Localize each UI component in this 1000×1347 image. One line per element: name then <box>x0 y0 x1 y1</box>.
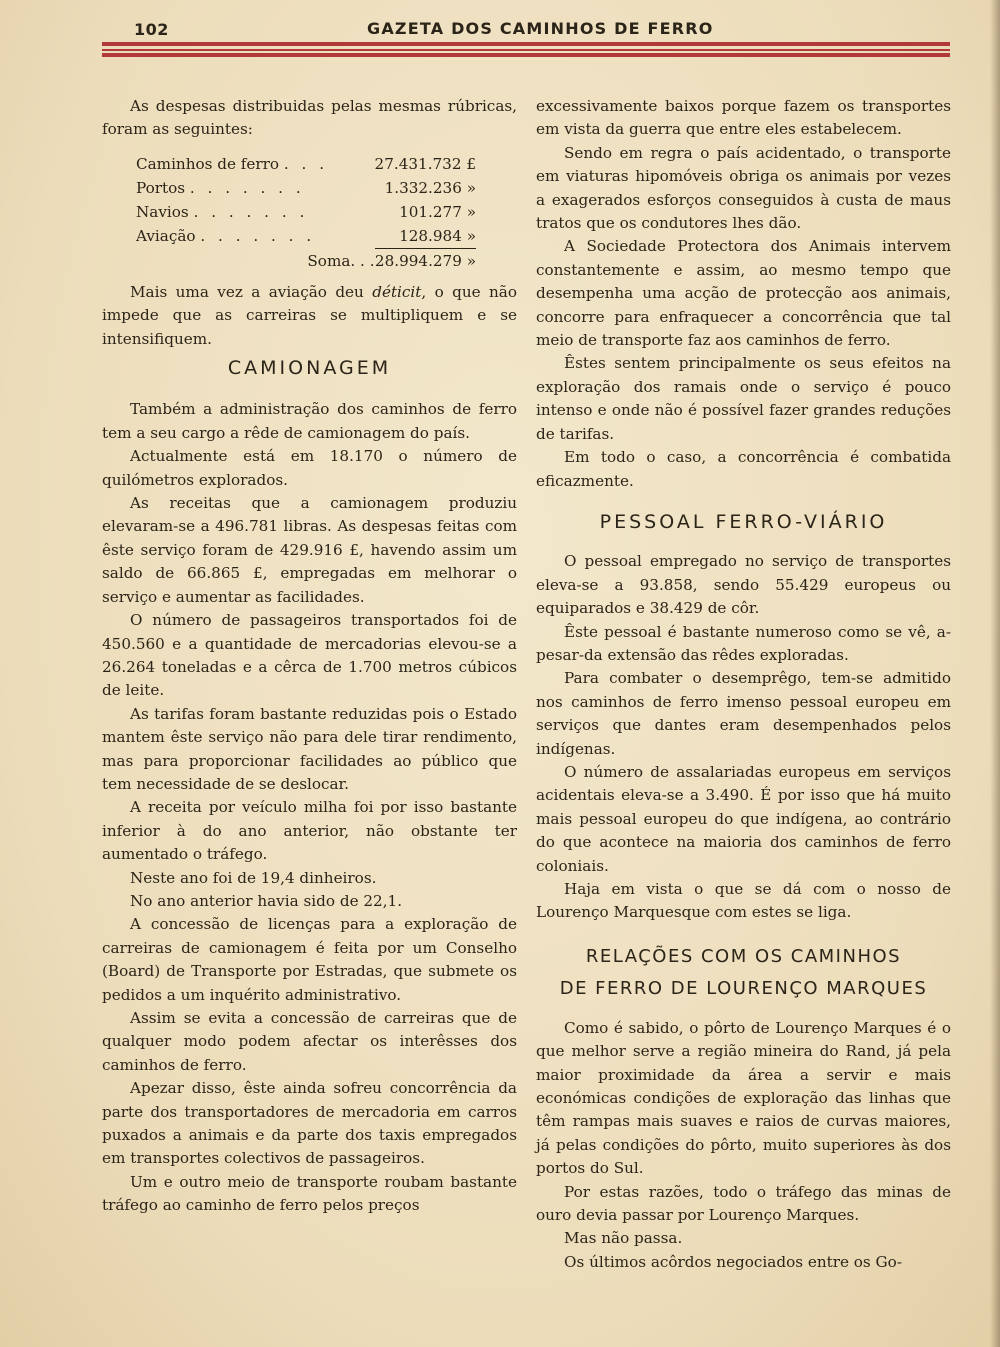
expenses-table <box>136 152 476 273</box>
paragraph: O pessoal empregado no serviço de transportes eleva-se a 93.858, sendo 55.429 europeus ou equiparados e 38.429 de côr. <box>536 552 951 618</box>
left-column <box>102 95 517 1218</box>
page-header <box>102 14 950 42</box>
expense-dots: . . . . . . . <box>189 178 305 197</box>
expense-label: Navios <box>136 202 189 221</box>
paragraph: Neste ano foi de 19,4 dinheiros. <box>130 868 377 887</box>
paragraph: O número de assalariadas europeus em serviços acidentais eleva-se a 3.490. É por isso que há muito mais pessoal europeu do que indígena, ao contrário do que acontece na maioria dos caminhos de ferro coloniais. <box>536 762 951 875</box>
expense-label: Aviação <box>136 227 196 246</box>
paragraph: Êstes sentem principalmente os seus efeitos na exploração dos ramais onde o serviço é pouco intenso e onde não é possível fazer grandes reduções de tarifas. <box>536 354 951 443</box>
paragraph: Mas não passa. <box>564 1229 683 1248</box>
paragraph: A receita por veículo milha foi por isso bastante inferior à do ano anterior, não obstante ter aumentado o tráfego. <box>102 798 517 864</box>
paragraph: Um e outro meio de transporte roubam bastante tráfego ao caminho de ferro pelos preços <box>102 1172 517 1215</box>
paragraph: Assim se evita a concessão de carreiras que de qualquer modo podem afectar os interêsses dos caminhos de ferro. <box>102 1009 517 1074</box>
paragraph: Por estas razões, todo o tráfego das minas de ouro devia passar por Lourenço Marques. <box>536 1182 951 1225</box>
expense-row <box>136 176 476 200</box>
expense-value: 1.332.236 » <box>384 178 476 197</box>
expense-row <box>136 200 476 224</box>
header-rule-top <box>102 42 950 46</box>
expense-dots: . . . . . . . <box>193 202 309 221</box>
paragraph: As tarifas foram bastante reduzidas pois o Estado mantem êste serviço não para dele tirar rendimento, mas para proporcionar facilidades ao público que tem necessidade de se deslocar. <box>102 704 517 793</box>
paragraph: excessivamente baixos porque fazem os transportes em vista da guerra que entre eles estabelecem. <box>536 97 951 139</box>
paragraph: Os últimos acôrdos negociados entre os Go- <box>564 1252 902 1271</box>
expense-dots: . . . <box>283 154 329 173</box>
expense-total-row <box>136 248 476 273</box>
section-heading-camionagem: CAMIONAGEM <box>227 357 392 380</box>
expense-value: 101.277 » <box>399 202 476 221</box>
paragraph: Apezar disso, êste ainda sofreu concorrência da parte dos transportadores de mercadoria em carros puxados a animais e da parte dos taxis empregados em transportes colectivos de passageiros. <box>102 1079 517 1168</box>
paragraph: No ano anterior havia sido de 22,1. <box>130 891 403 910</box>
expense-total-label: Soma. . . <box>307 251 375 270</box>
section-heading-relacoes <box>536 941 951 1005</box>
paragraph: Êste pessoal é bastante numeroso como se vê, a-pesar-da extensão das rêdes exploradas. <box>536 622 951 664</box>
expense-label: Caminhos de ferro <box>136 154 280 173</box>
heading-line-1: RELAÇÕES COM OS CAMINHOS <box>585 945 902 967</box>
paragraph: Também a administração dos caminhos de ferro tem a seu cargo a rêde de camionagem do país. <box>102 400 517 442</box>
camionagem-text <box>102 398 517 1217</box>
expense-label: Portos <box>136 178 186 197</box>
expense-row <box>136 224 476 249</box>
expenses-intro: As despesas distribuidas pelas mesmas rúbricas, foram as seguintes: <box>102 97 517 139</box>
expense-value: 128.984 » <box>375 224 476 249</box>
paragraph: A Sociedade Protectora dos Animais intervem constantemente e assim, ao mesmo tempo que desempenha uma acção de protecção aos animais, concorre para enfraquecer a concorrência que tal meio de transporte faz aos caminhos de ferro. <box>536 237 951 350</box>
journal-title: GAZETA DOS CAMINHOS DE FERRO <box>367 19 714 38</box>
right-column <box>536 95 951 1274</box>
expense-value: 27.431.732 £ <box>374 154 476 173</box>
paragraph: As receitas que a camionagem produziu elevaram-se a 496.781 libras. As despesas feitas com êste serviço foram de 429.916 £, havendo assim um saldo de 66.865 £, empregadas em melhorar o serviço e aumentar as facilidades. <box>102 494 517 606</box>
paragraph: Como é sabido, o pôrto de Lourenço Marques é o que melhor serve a região mineira do Rand, já pela maior proximidade da área a servir e mais económicas condições de exploração das linhas que têm rampas mais suaves e raios de curvas maiores, já pelas condições do pôrto, muito superiores às dos portos do Sul. <box>536 1018 951 1178</box>
header-rule-middle <box>102 49 950 51</box>
expense-dots: . . . . . . . <box>200 227 316 246</box>
header-rule-bottom <box>102 53 950 57</box>
deficit-paragraph <box>102 281 517 351</box>
deficit-text-b: , o que não impede que as carreiras se multipliquem e se intensifiquem. <box>102 282 517 348</box>
page-number: 102 <box>134 20 169 39</box>
paragraph: O número de passageiros transportados foi de 450.560 e a quantidade de mercadorias elevou-se a 26.264 toneladas e a cêrca de 1.700 metros cúbicos de leite. <box>102 611 517 700</box>
deficit-text-a: Mais uma vez a aviação deu <box>130 282 373 301</box>
heading-line-2: DE FERRO DE LOURENÇO MARQUES <box>559 977 928 999</box>
paragraph: Actualmente está em 18.170 o número de quilómetros explorados. <box>102 447 517 489</box>
expense-total-value: 28.994.279 » <box>374 251 476 270</box>
paragraph: Em todo o caso, a concorrência é combatida eficazmente. <box>536 448 951 490</box>
paragraph: Sendo em regra o país acidentado, o transporte em viaturas hipomóveis obriga os animais por vezes a exagerados esforços conseguidos à custa de maus tratos que os condutores lhes dão. <box>536 143 951 233</box>
expense-row <box>136 152 476 176</box>
paragraph: Haja em vista o que se dá com o nosso de Lourenço Marquesque com estes se liga. <box>536 880 951 922</box>
section-heading-pessoal: PESSOAL FERRO-VIÁRIO <box>599 510 888 533</box>
paragraph: A concessão de licenças para a exploração de carreiras de camionagem é feita por um Conselho (Board) de Transporte por Estradas, que submete os pedidos a um inquérito administrativo. <box>102 915 517 1004</box>
deficit-emphasis: déticit <box>372 282 422 301</box>
page-edge-shadow <box>990 0 1000 1347</box>
paragraph: Para combater o desemprêgo, tem-se admitido nos caminhos de ferro imenso pessoal europeu em serviços que dantes eram desempenhados pelos indígenas. <box>536 669 951 758</box>
